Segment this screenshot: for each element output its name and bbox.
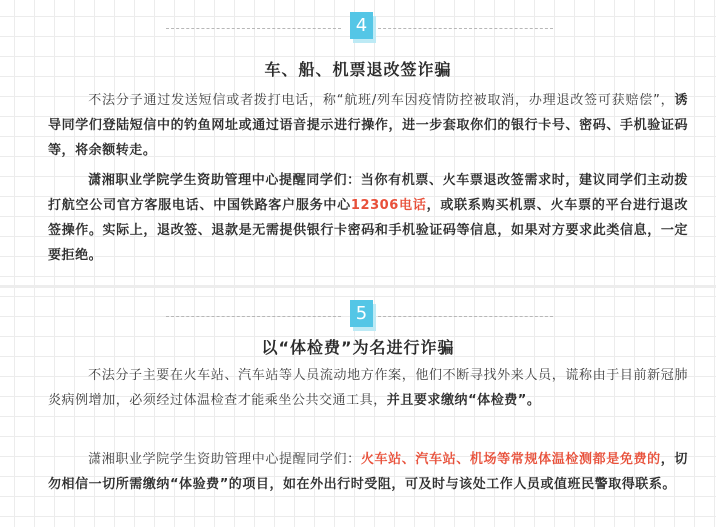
section-number: 4: [350, 12, 373, 39]
section-title: 以“体检费”为名进行诈骗: [261, 338, 455, 357]
paragraph-advice: [48, 447, 688, 497]
section-number-header: [0, 6, 716, 46]
paragraph-fraud-description: [48, 88, 688, 163]
section-number-badge: [350, 300, 376, 330]
paragraph-bold-text: ，或联系购买机票、火车票的平台进行退改签操作。实际上，退改签、退款是无需提供银行卡密码和手机验证码等信息，如果对方要求此类信息，一定要拒绝。: [48, 198, 688, 263]
paragraph-fraud-description: [48, 363, 688, 413]
dashed-line-right: [378, 316, 553, 317]
section-number-header: [0, 294, 716, 334]
section-number: 5: [350, 300, 373, 327]
paragraph-text: 不法分子主要在火车站、汽车站等人员流动地方作案，他们不断寻找外来人员，谎称由于目前新冠肺炎病例增加，必须经过体温检查才能乘坐公共交通工具，: [48, 368, 688, 408]
highlight-free-check: 火车站、汽车站、机场等常规体温检测都是免费的: [360, 452, 661, 467]
section-title: 车、船、机票退改签诈骗: [264, 60, 452, 79]
paragraph-advice: [48, 168, 688, 268]
dashed-line-right: [378, 28, 553, 29]
paragraph-text: 不法分子通过发送短信或者拨打电话，称“航班/列车因疫情防控被取消，办理退改签可获赔偿”，: [88, 93, 675, 108]
paragraph-bold-text: 诱导同学们登陆短信中的钓鱼网址或通过语音提示进行操作，进一步套取你们的银行卡号、密码、手机验证码等，将余额转走。: [48, 93, 688, 158]
paragraph-bold-text: 并且要求缴纳“体检费”。: [386, 393, 541, 408]
section-number-badge: [350, 12, 376, 42]
dashed-line-left: [166, 316, 341, 317]
paragraph-text: 潇湘职业学院学生资助管理中心提醒同学们：: [88, 452, 361, 467]
section-health-check-fee-fraud: [0, 288, 716, 527]
paragraph-bold-text: ，切勿相信一切所需缴纳“体验费”的项目，如在外出行时受阻，可及时与该处工作人员或值班民警取得联系。: [48, 452, 688, 492]
paragraph-bold-text: 潇湘职业学院学生资助管理中心提醒同学们：当你有机票、火车票退改签需求时，建议同学们主动拨打航空公司官方客服电话、中国铁路客户服务中心: [48, 173, 688, 213]
highlight-phone-number: 12306电话: [350, 198, 427, 213]
dashed-line-left: [166, 28, 341, 29]
